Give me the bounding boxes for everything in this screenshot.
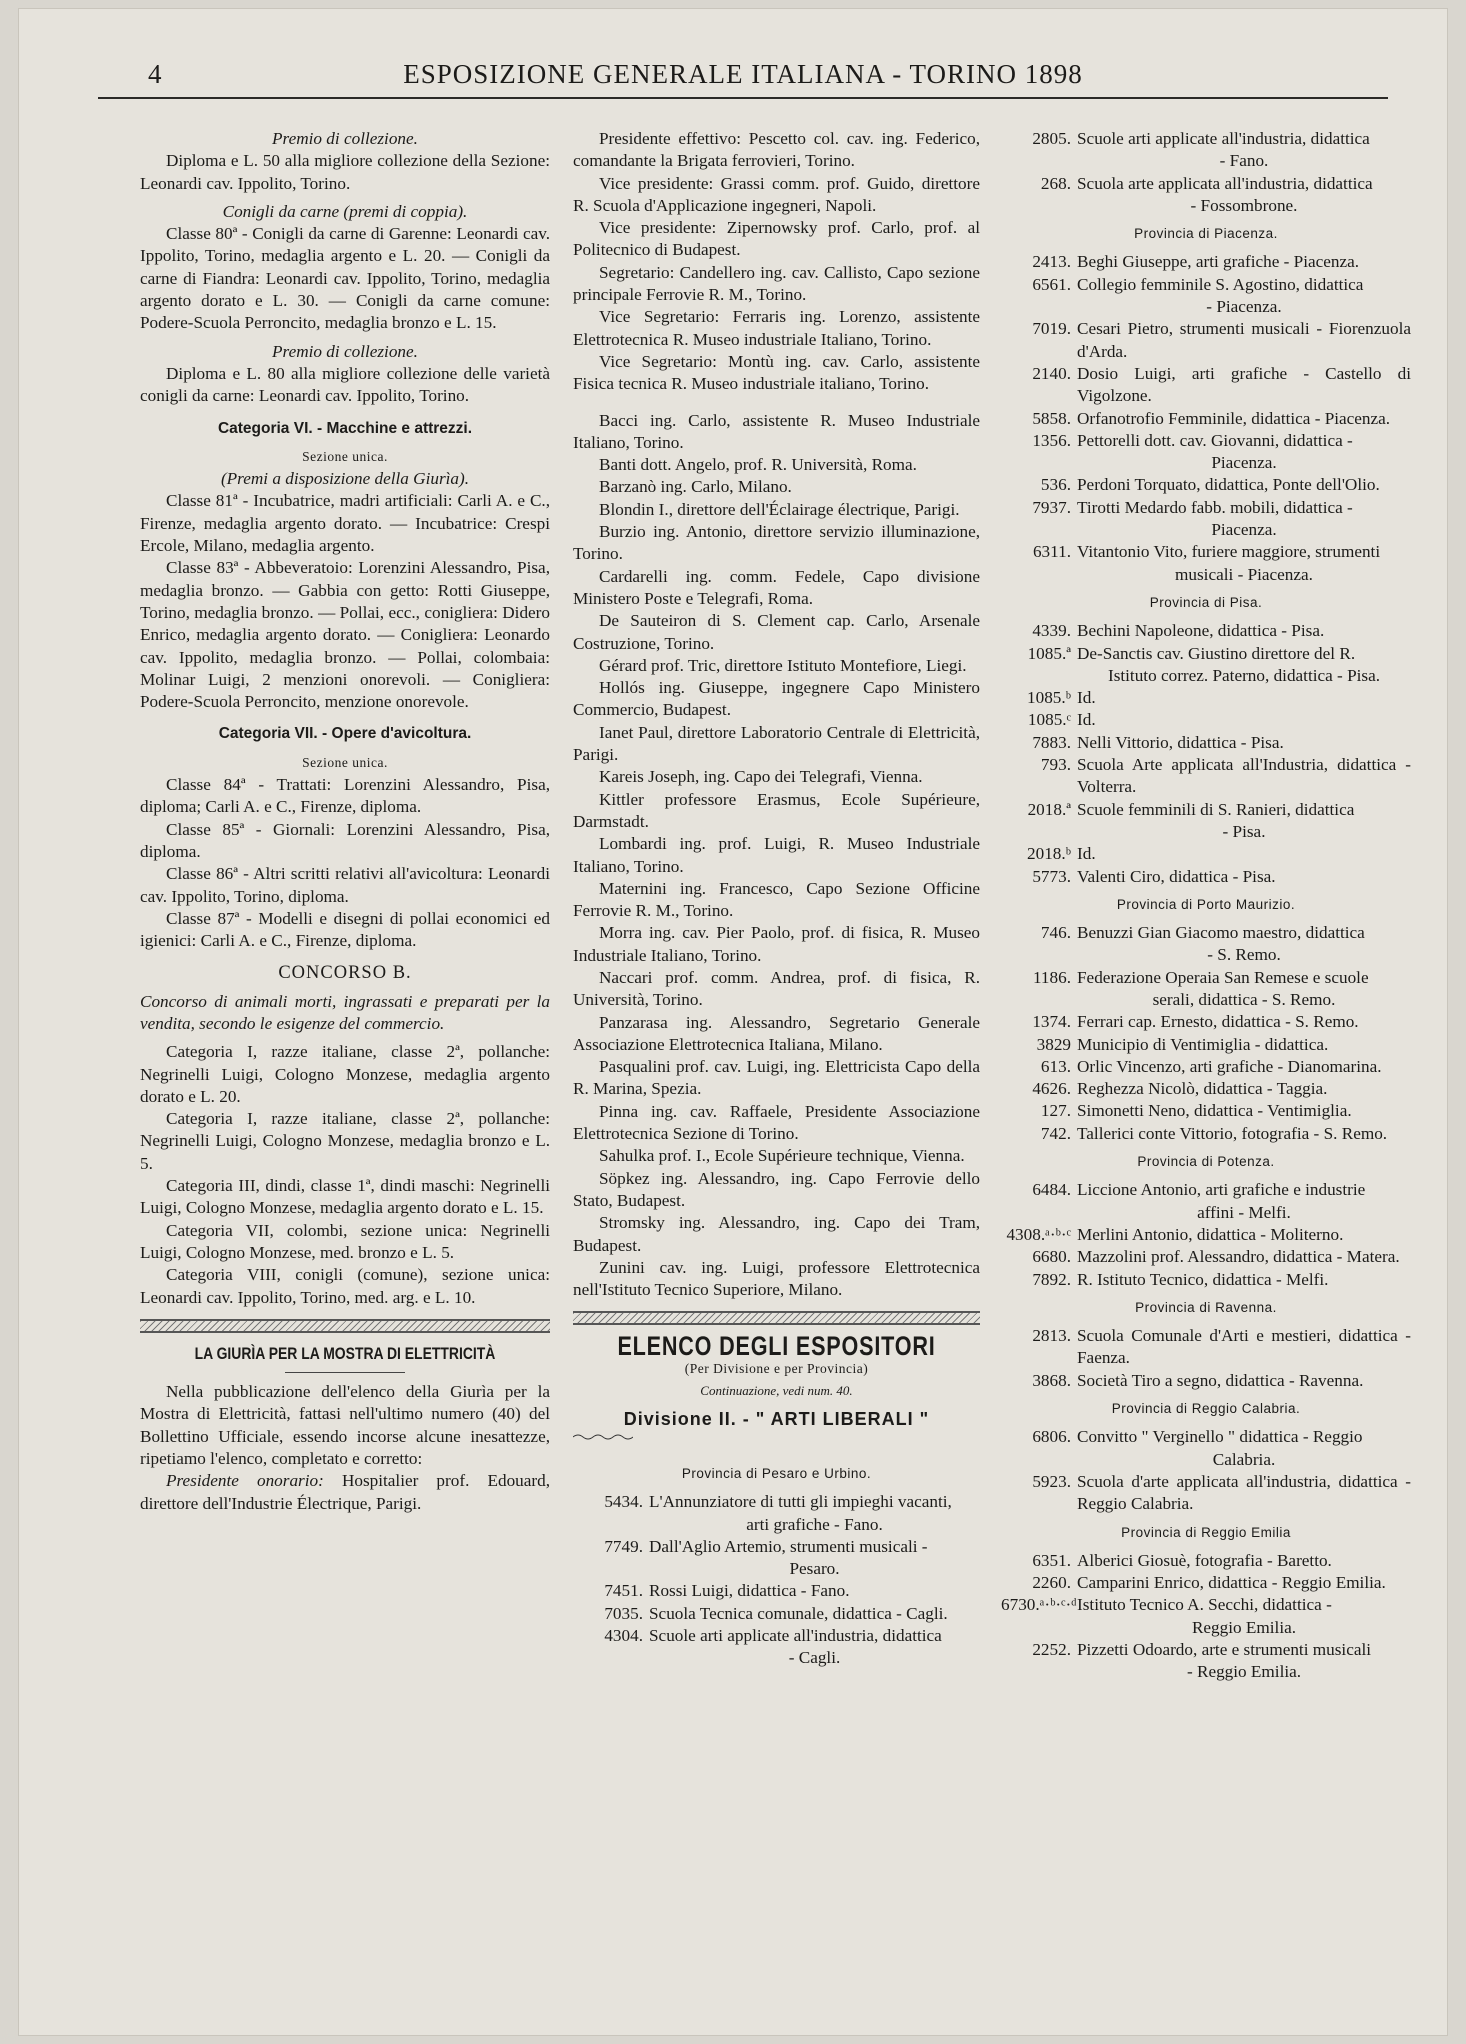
exhibitor-text <box>1077 1246 1411 1268</box>
exhibitor-line: Id. <box>1077 688 1096 708</box>
exhibitor-text <box>1077 1179 1411 1224</box>
exhibitor-line: Scuola arte applicata all'industria, didattica <box>1077 173 1373 193</box>
exhibitor-number: 1186. <box>1032 967 1071 987</box>
province-heading: Provincia di Pisa. <box>1149 594 1263 610</box>
exhibitor-line: De-Sanctis cav. Giustino direttore del R. <box>1077 643 1356 663</box>
paragraph: Categoria VII, colombi, sezione unica: Negrinelli Luigi, Cologno Monzese, med. bronzo e L. 5. <box>140 1220 550 1262</box>
exhibitor-number: 7937. <box>1032 497 1071 517</box>
exhibitor-entry <box>1001 1123 1411 1145</box>
exhibitor-line: Scuole arti applicate all'industria, didattica <box>649 1626 942 1645</box>
paragraph: Categoria I, razze italiane, classe 2ª, pollanche: Negrinelli Luigi, Cologno Monzese, medaglia argento dorato e L. 20. <box>140 1042 550 1106</box>
exhibitor-line: Scuola Arte applicata all'Industria, didattica - Volterra. <box>1077 755 1411 797</box>
exhibitor-entry <box>1001 1056 1411 1078</box>
exhibitor-line-continued: affini - Melfi. <box>1197 1202 1291 1222</box>
member-entry: Panzarasa ing. Alessandro, Segretario Generale Associazione Elettrotecnica Italiana, Milano. <box>573 1012 980 1054</box>
paragraph: Vice Segretario: Ferraris ing. Lorenzo, assistente Elettrotecnica R. Museo industriale Italiano, Torino. <box>573 307 980 349</box>
exhibitor-number: 5923. <box>1032 1471 1071 1491</box>
ornamental-divider <box>573 1311 980 1325</box>
exhibitor-line: Convitto " Verginello " didattica - Reggio <box>1077 1427 1363 1447</box>
exhibitor-text <box>1077 1550 1411 1572</box>
exhibitor-line: Società Tiro a segno, didattica - Ravenna. <box>1077 1370 1364 1390</box>
member-entry: Bacci ing. Carlo, assistente R. Museo Industriale Italiano, Torino. <box>573 410 980 452</box>
newspaper-page <box>18 8 1448 2036</box>
exhibitor-number: 1374. <box>1032 1012 1071 1032</box>
exhibitor-entry <box>573 1625 980 1670</box>
exhibitor-number: 7892. <box>1032 1269 1071 1289</box>
paragraph: Vice Segretario: Montù ing. cav. Carlo, assistente Fisica tecnica R. Museo industriale italiano, Torino. <box>573 351 980 394</box>
exhibitor-line: Orlic Vincenzo, arti grafiche - Dianomarina. <box>1077 1056 1382 1076</box>
exhibitor-line: Scuola Tecnica comunale, didattica - Cagli. <box>649 1603 948 1623</box>
member-entry: Gérard prof. Tric, direttore Istituto Montefiore, Liegi. <box>599 655 967 675</box>
exhibitor-text <box>649 1580 980 1602</box>
member-entry: Kittler professore Erasmus, Ecole Supérieure, Darmstadt. <box>573 789 980 831</box>
concorso-heading: CONCORSO B. <box>278 963 412 984</box>
exhibitor-list <box>1001 1179 1411 1290</box>
exhibitor-number: 4339. <box>1032 621 1071 641</box>
exhibitor-line-continued: arti grafiche - Fano. <box>746 1514 883 1534</box>
exhibitor-text <box>1077 430 1411 475</box>
member-entry: Söpkez ing. Alessandro, ing. Capo Ferrovie dello Stato, Budapest. <box>573 1168 980 1210</box>
subheading: Premio di collezione. <box>272 341 418 361</box>
continuation-note: Continuazione, vedi num. 40. <box>700 1383 853 1399</box>
exhibitor-line: Nelli Vittorio, didattica - Pisa. <box>1077 732 1284 752</box>
exhibitor-text <box>1077 687 1411 709</box>
exhibitor-entry <box>1001 173 1411 218</box>
exhibitor-line-continued: Calabria. <box>1212 1449 1276 1469</box>
exhibitor-line-continued: serali, didattica - S. Remo. <box>1152 989 1336 1009</box>
exhibitor-text <box>1077 363 1411 408</box>
exhibitor-line: Tallerici conte Vittorio, fotografia - S. Remo. <box>1077 1123 1388 1143</box>
ornamental-divider <box>140 1319 550 1333</box>
exhibitor-number: 6561. <box>1032 274 1071 294</box>
exhibitor-number: 1085.ᶜ <box>1027 710 1071 730</box>
exhibitor-text <box>649 1491 980 1536</box>
exhibitor-number: 4308.ᵃ·ᵇ·ᶜ <box>1006 1224 1071 1244</box>
exhibitor-line: Liccione Antonio, arti grafiche e industrie <box>1077 1180 1366 1200</box>
exhibitor-entry <box>1001 843 1411 865</box>
exhibitor-number: 7749. <box>604 1536 643 1556</box>
exhibitor-entry <box>1001 497 1411 542</box>
exhibitor-entry <box>1001 922 1411 967</box>
member-entry: Pinna ing. cav. Raffaele, Presidente Associazione Elettrotecnica Sezione di Torino. <box>573 1101 980 1144</box>
exhibitor-text <box>649 1625 980 1670</box>
exhibitor-line: Mazzolini prof. Alessandro, didattica - Matera. <box>1077 1247 1400 1267</box>
exhibitor-number: 2813. <box>1032 1326 1071 1346</box>
exhibitor-number: 742. <box>1040 1123 1071 1143</box>
exhibitor-line: Beghi Giuseppe, arti grafiche - Piacenza. <box>1077 252 1360 272</box>
exhibitor-entry <box>573 1491 980 1536</box>
running-title: ESPOSIZIONE GENERALE ITALIANA - TORINO 1898 <box>403 59 1083 89</box>
exhibitor-text <box>1077 1325 1411 1370</box>
concorso-description: Concorso di animali morti, ingrassati e preparati per la vendita, secondo le esigenze del commercio. <box>140 991 550 1033</box>
exhibitor-list <box>1001 922 1411 1145</box>
exhibitor-text <box>1077 128 1411 173</box>
wavy-ornament <box>573 1433 633 1441</box>
member-entry: Lombardi ing. prof. Luigi, R. Museo Industriale Italiano, Torino. <box>573 834 980 876</box>
province-heading: Provincia di Pesaro e Urbino. <box>681 1465 872 1481</box>
exhibitor-line: Federazione Operaia San Remese e scuole <box>1077 967 1369 987</box>
exhibitor-text <box>649 1603 980 1625</box>
exhibitor-text <box>1077 620 1411 642</box>
exhibitor-number: 3829 <box>1036 1034 1071 1054</box>
member-entry: Naccari prof. comm. Andrea, prof. di fisica, R. Università, Torino. <box>573 967 980 1010</box>
exhibitor-line: Perdoni Torquato, didattica, Ponte dell'Olio. <box>1077 475 1380 495</box>
exhibitor-line-continued: musicali - Piacenza. <box>1175 564 1313 584</box>
exhibitor-line: Simonetti Neno, didattica - Ventimiglia. <box>1077 1101 1352 1121</box>
exhibitor-line-continued: Pesaro. <box>789 1559 840 1579</box>
exhibitor-text <box>1077 922 1411 967</box>
paragraph: Presidente effettivo: Pescetto col. cav. ing. Federico, comandante la Brigata ferrovieri, Torino. <box>573 129 980 171</box>
exhibitor-number: 7019. <box>1032 319 1071 339</box>
member-entry: Barzanò ing. Carlo, Milano. <box>599 477 792 497</box>
exhibitor-entry <box>1001 754 1411 799</box>
exhibitor-text <box>1077 1100 1411 1122</box>
exhibitor-number: 6806. <box>1032 1427 1071 1447</box>
member-entry: Morra ing. cav. Pier Paolo, prof. di fisica, R. Museo Industriale Italiano, Torino. <box>573 923 980 965</box>
paragraph: Nella pubblicazione dell'elenco della Giurìa per la Mostra di Elettricità, fattasi nell'ultimo numero (40) del Bollettino Ufficiale, essendo incorse alcune inesattezze, ripetiamo l'elenco, completato e corretto: <box>140 1382 550 1469</box>
column-1 <box>140 128 550 1515</box>
exhibitor-entry <box>1001 1370 1411 1392</box>
exhibitor-line: Tirotti Medardo fabb. mobili, didattica - <box>1077 497 1353 517</box>
exhibitors-title: ELENCO DEGLI ESPOSITORI <box>617 1331 936 1362</box>
exhibitor-number: 7883. <box>1032 732 1071 752</box>
title-underline <box>285 1369 405 1373</box>
paragraph: Categoria I, razze italiane, classe 2ª, pollanche: Negrinelli Luigi, Cologno Monzese, medaglia bronzo e L. 5. <box>140 1109 550 1173</box>
exhibitor-line: Dosio Luigi, arti grafiche - Castello di Vigolzone. <box>1077 363 1411 406</box>
exhibitor-entry <box>1001 1011 1411 1033</box>
exhibitor-number: 2413. <box>1032 252 1071 272</box>
exhibitor-entry <box>1001 274 1411 319</box>
exhibitor-line-continued: - Piacenza. <box>1206 297 1282 317</box>
exhibitor-number: 6311. <box>1032 542 1071 562</box>
exhibitor-entry <box>1001 866 1411 888</box>
paragraph: Vice presidente: Grassi comm. prof. Guido, direttore R. Scuola d'Applicazione ingegneri, Napoli. <box>573 173 980 215</box>
article-title: LA GIURÌA PER LA MOSTRA DI ELETTRICITÀ <box>194 1343 496 1363</box>
exhibitor-line: Id. <box>1077 710 1096 730</box>
exhibitor-entry <box>1001 1224 1411 1246</box>
exhibitor-entry <box>1001 1034 1411 1056</box>
exhibitor-line: Alberici Giosuè, fotografia - Baretto. <box>1077 1550 1332 1570</box>
exhibitor-text <box>1077 1471 1411 1516</box>
exhibitor-text <box>1077 843 1411 865</box>
exhibitor-text <box>1077 1572 1411 1594</box>
exhibitor-line: Rossi Luigi, didattica - Fano. <box>649 1581 850 1601</box>
section-heading: Sezione unica. <box>302 754 388 770</box>
exhibitor-entry <box>1001 1426 1411 1471</box>
exhibitor-text <box>1077 173 1411 218</box>
exhibitor-number: 2140. <box>1032 363 1071 383</box>
category-heading: Categoria VII. - Opere d'avicoltura. <box>218 725 472 743</box>
exhibitor-text <box>1077 1123 1411 1145</box>
paragraph: Categoria VIII, conigli (comune), sezione unica: Leonardi cav. Ippolito, Torino, med. arg. e L. 10. <box>140 1265 550 1307</box>
exhibitor-text <box>1077 799 1411 844</box>
exhibitor-line-continued: - Cagli. <box>788 1648 841 1668</box>
exhibitor-entry <box>1001 967 1411 1012</box>
exhibitor-line: Municipio di Ventimiglia - didattica. <box>1077 1034 1329 1054</box>
exhibitor-list <box>1001 1426 1411 1515</box>
exhibitor-number: 1356. <box>1032 430 1071 450</box>
exhibitor-line: Pettorelli dott. cav. Giovanni, didattica - <box>1077 430 1353 450</box>
exhibitor-text <box>1077 474 1411 496</box>
member-entry: Ianet Paul, direttore Laboratorio Centrale di Elettricità, Parigi. <box>573 722 980 765</box>
exhibitor-line-continued: - Pisa. <box>1222 821 1266 841</box>
exhibitor-entry <box>1001 643 1411 688</box>
exhibitor-entry <box>1001 430 1411 475</box>
exhibitor-line: Collegio femminile S. Agostino, didattica <box>1077 274 1364 294</box>
exhibitor-line: Vitantonio Vito, furiere maggiore, strumenti <box>1077 542 1381 562</box>
exhibitor-list <box>1001 620 1411 888</box>
exhibitor-list <box>1001 128 1411 217</box>
exhibitor-number: 7451. <box>604 1581 643 1601</box>
exhibitor-entry <box>1001 687 1411 709</box>
exhibitor-number: 536. <box>1040 475 1071 495</box>
province-heading: Provincia di Ravenna. <box>1135 1299 1277 1315</box>
paragraph: Classe 83ª - Abbeveratoio: Lorenzini Alessandro, Pisa, medaglia bronzo. — Gabbia con getto: Rotti Giuseppe, Torino, medaglia bronzo. — Pollai, ecc., conigliera: Didero Enrico, medaglia argento dorato. — Conigliera: Leonardo cav. Ippolito, medaglia bronzo. — Pollai, colombaia: Molinar Luigi, 2 menzioni onorevoli. — Conigliera: Podere-Scuola Perroncito, menzione onorevole. <box>140 558 550 712</box>
exhibitor-entry <box>1001 363 1411 408</box>
paragraph: Categoria III, dindi, classe 1ª, dindi maschi: Negrinelli Luigi, Cologno Monzese, medaglia argento dorato e L. 15. <box>140 1176 550 1218</box>
exhibitor-line: Scuole arti applicate all'industria, didattica <box>1077 129 1370 148</box>
exhibitor-entry <box>1001 1078 1411 1100</box>
exhibitor-text <box>1077 1639 1411 1684</box>
exhibitor-entry <box>1001 474 1411 496</box>
exhibitor-entry <box>573 1580 980 1602</box>
exhibitor-text <box>1077 274 1411 319</box>
exhibitor-text <box>1077 408 1411 430</box>
exhibitor-number: 6484. <box>1032 1180 1071 1200</box>
exhibitor-line: L'Annunziatore di tutti gli impieghi vacanti, <box>649 1492 952 1512</box>
exhibitor-entry <box>1001 732 1411 754</box>
paragraph: Diploma e L. 80 alla migliore collezione delle varietà conigli da carne: Leonardi cav. Ippolito, Torino. <box>140 363 550 406</box>
paragraph <box>140 1470 550 1515</box>
exhibitor-line: Id. <box>1077 844 1096 864</box>
exhibitor-line: Scuola d'arte applicata all'industria, didattica - Reggio Calabria. <box>1077 1471 1411 1514</box>
exhibitor-entry <box>1001 541 1411 586</box>
exhibitor-line: Valenti Ciro, didattica - Pisa. <box>1077 866 1276 886</box>
province-heading: Provincia di Potenza. <box>1137 1154 1275 1170</box>
paragraph: Classe 87ª - Modelli e disegni di pollai economici ed igienici: Carli A. e C., Firenze, diploma. <box>140 908 550 951</box>
exhibitor-entry <box>1001 1179 1411 1224</box>
exhibitor-number: 3868. <box>1032 1370 1071 1390</box>
column-2 <box>573 128 980 1670</box>
member-entry: Banti dott. Angelo, prof. R. Università, Roma. <box>599 455 917 475</box>
exhibitor-text <box>1077 1056 1411 1078</box>
exhibitor-entry <box>573 1536 980 1581</box>
exhibitor-line: Orfanotrofio Femminile, didattica - Piacenza. <box>1077 408 1391 428</box>
exhibitor-line-continued: Piacenza. <box>1211 520 1277 540</box>
exhibitor-number: 1085.ª <box>1027 643 1071 663</box>
exhibitor-number: 746. <box>1040 923 1071 943</box>
exhibitor-number: 6351. <box>1032 1550 1071 1570</box>
exhibitor-entry <box>1001 799 1411 844</box>
exhibitor-number: 4626. <box>1032 1079 1071 1099</box>
exhibitor-number: 5773. <box>1032 866 1071 886</box>
exhibitor-line: Cesari Pietro, strumenti musicali - Fiorenzuola d'Arda. <box>1077 319 1411 361</box>
exhibitor-text <box>1077 1011 1411 1033</box>
exhibitor-entry <box>1001 251 1411 273</box>
exhibitor-text <box>649 1536 980 1581</box>
exhibitor-line-continued: Piacenza. <box>1211 453 1277 473</box>
exhibitor-line-continued: Istituto correz. Paterno, didattica - Pisa. <box>1107 665 1381 685</box>
exhibitor-number: 5858. <box>1032 408 1071 428</box>
exhibitor-text <box>1077 1078 1411 1100</box>
exhibitor-line: Camparini Enrico, didattica - Reggio Emilia. <box>1077 1573 1386 1593</box>
member-entry: Stromsky ing. Alessandro, ing. Capo dei Tram, Budapest. <box>573 1213 980 1255</box>
exhibitor-text <box>1077 967 1411 1012</box>
exhibitor-entry <box>1001 620 1411 642</box>
subheading: Premio di collezione. <box>272 129 418 148</box>
province-heading: Provincia di Reggio Emilia <box>1121 1524 1291 1540</box>
exhibitor-text <box>1077 643 1411 688</box>
exhibitor-line-continued: - Fano. <box>1219 151 1269 171</box>
paragraph: Diploma e L. 50 alla migliore collezione della Sezione: Leonardi cav. Ippolito, Torino. <box>140 151 550 193</box>
exhibitor-line: Merlini Antonio, didattica - Moliterno. <box>1077 1224 1344 1244</box>
role-label: Presidente onorario: <box>166 1471 324 1491</box>
exhibitor-line: Istituto Tecnico A. Secchi, didattica - <box>1077 1595 1332 1615</box>
role-holder: Hospitalier prof. Edouard, direttore dell'Industrie Électrique, Parigi. <box>140 1471 551 1513</box>
exhibitor-line: Scuole femminili di S. Ranieri, didattica <box>1077 799 1355 819</box>
member-entry: Hollós ing. Giuseppe, ingegnere Capo Ministero Commercio, Budapest. <box>573 678 980 720</box>
exhibitor-text <box>1077 251 1411 273</box>
paragraph: Classe 81ª - Incubatrice, madri artificiali: Carli A. e C., Firenze, medaglia argento dorato. — Incubatrice: Crespi Ercole, Milano, medaglia argento. <box>140 491 550 556</box>
paragraph: Classe 85ª - Giornali: Lorenzini Alessandro, Pisa, diploma. <box>140 819 550 861</box>
exhibitor-number: 6680. <box>1032 1247 1071 1267</box>
exhibitor-text <box>1077 866 1411 888</box>
exhibitor-number: 1085.ᵇ <box>1027 688 1071 708</box>
exhibitor-text <box>1077 709 1411 731</box>
exhibitor-line: R. Istituto Tecnico, didattica - Melfi. <box>1077 1269 1329 1289</box>
member-entry: Maternini ing. Francesco, Capo Sezione Officine Ferrovie R. M., Torino. <box>573 878 980 921</box>
exhibitor-text <box>1077 497 1411 542</box>
exhibitor-text <box>1077 1224 1411 1246</box>
paragraph: Classe 84ª - Trattati: Lorenzini Alessandro, Pisa, diploma; Carli A. e C., Firenze, diploma. <box>140 775 550 817</box>
exhibitor-number: 2805. <box>1032 129 1071 148</box>
exhibitor-number: 2252. <box>1032 1640 1071 1659</box>
member-entry: Pasqualini prof. cav. Luigi, ing. Elettricista Capo della R. Marina, Spezia. <box>573 1057 980 1099</box>
category-heading: Categoria VI. - Macchine e attrezzi. <box>217 419 473 437</box>
exhibitor-number: 2260. <box>1032 1573 1071 1593</box>
exhibitor-line-continued: - S. Remo. <box>1207 945 1281 965</box>
exhibitor-text <box>1077 541 1411 586</box>
exhibitor-list <box>573 1491 980 1669</box>
province-heading: Provincia di Piacenza. <box>1134 226 1278 242</box>
exhibitor-line: Bechini Napoleone, didattica - Pisa. <box>1077 621 1325 641</box>
exhibitor-entry <box>1001 318 1411 363</box>
exhibitor-text <box>1077 1269 1411 1291</box>
exhibitor-text <box>1077 318 1411 363</box>
exhibitor-text <box>1077 732 1411 754</box>
exhibitor-line: Pizzetti Odoardo, arte e strumenti musicali <box>1077 1640 1372 1659</box>
province-heading: Provincia di Porto Maurizio. <box>1116 896 1296 912</box>
paragraph: Classe 86ª - Altri scritti relativi all'avicoltura: Leonardi cav. Ippolito, Torino, diploma. <box>140 864 550 906</box>
exhibitor-line-continued: - Reggio Emilia. <box>1186 1662 1302 1682</box>
exhibitor-entry <box>1001 1325 1411 1370</box>
exhibitor-line: Benuzzi Gian Giacomo maestro, didattica <box>1077 923 1365 943</box>
exhibitor-line: Ferrari cap. Ernesto, didattica - S. Remo. <box>1077 1012 1359 1032</box>
exhibitor-number: 5434. <box>604 1492 643 1512</box>
division-heading: Divisione II. - " ARTI LIBERALI " <box>623 1409 930 1430</box>
member-entry: Burzio ing. Antonio, direttore servizio illuminazione, Torino. <box>573 522 980 564</box>
exhibitor-list <box>1001 1325 1411 1392</box>
exhibitor-number: 127. <box>1040 1101 1071 1121</box>
exhibitor-list <box>1001 251 1411 585</box>
exhibitor-number: 2018.ᵇ <box>1027 844 1071 864</box>
exhibitor-line: Dall'Aglio Artemio, strumenti musicali - <box>649 1536 928 1556</box>
page-header <box>98 53 1388 99</box>
column-3 <box>1001 128 1411 1684</box>
exhibitor-number: 268. <box>1040 173 1071 193</box>
member-entry: Blondin I., direttore dell'Éclairage électrique, Parigi. <box>599 499 960 519</box>
member-entry: Sahulka prof. I., Ecole Supérieure technique, Vienna. <box>599 1146 965 1166</box>
exhibitor-entry <box>573 1603 980 1625</box>
note: (Premi a disposizione della Giurìa). <box>220 469 470 489</box>
exhibitor-text <box>1077 1594 1411 1639</box>
page-number: 4 <box>148 59 162 89</box>
member-entry: Cardarelli ing. comm. Fedele, Capo divisione Ministero Poste e Telegrafi, Roma. <box>573 566 980 608</box>
exhibitor-list <box>1001 1550 1411 1684</box>
exhibitor-number: 7035. <box>604 1603 643 1623</box>
exhibitor-entry <box>1001 1471 1411 1516</box>
exhibitor-number: 4304. <box>604 1626 643 1645</box>
exhibitor-entry <box>1001 408 1411 430</box>
paragraph: Classe 80ª - Conigli da carne di Garenne: Leonardi cav. Ippolito, Torino, medaglia argento e L. 20. — Conigli da carne di Fiandra: Leonardi cav. Ippolito, Torino, medaglia argento dorato e L. 30. — Conigli da carne comune: Podere-Scuola Perroncito, medaglia bronzo e L. 15. <box>140 224 550 333</box>
exhibitor-line: Scuola Comunale d'Arti e mestieri, didattica - Faenza. <box>1077 1326 1411 1368</box>
exhibitors-subtitle: (Per Divisione e per Provincia) <box>684 1360 869 1376</box>
exhibitor-text <box>1077 1426 1411 1471</box>
exhibitor-entry <box>1001 1572 1411 1594</box>
exhibitor-number: 613. <box>1040 1056 1071 1076</box>
exhibitor-line-continued: Reggio Emilia. <box>1191 1617 1297 1637</box>
paragraph: Segretario: Candellero ing. cav. Callisto, Capo sezione principale Ferrovie R. M., Torino. <box>573 262 980 305</box>
exhibitor-number: 793. <box>1040 755 1071 775</box>
exhibitor-entry <box>1001 128 1411 173</box>
subheading: Conigli da carne (premi di coppia). <box>222 201 468 221</box>
exhibitor-entry <box>1001 1269 1411 1291</box>
exhibitor-entry <box>1001 1639 1411 1684</box>
exhibitor-number: 2018.ª <box>1027 799 1071 819</box>
exhibitor-text <box>1077 754 1411 799</box>
paragraph: Vice presidente: Zipernowsky prof. Carlo, prof. al Politecnico di Budapest. <box>573 218 980 260</box>
exhibitor-entry <box>1001 1100 1411 1122</box>
member-entry: Kareis Joseph, ing. Capo dei Telegrafi, Vienna. <box>599 767 923 787</box>
exhibitor-entry <box>1001 1246 1411 1268</box>
exhibitor-entry <box>1001 709 1411 731</box>
exhibitor-line: Reghezza Nicolò, didattica - Taggia. <box>1077 1079 1328 1099</box>
member-entry: Zunini cav. ing. Luigi, professore Elettrotecnica nell'Istituto Tecnico Superiore, Milano. <box>573 1257 980 1300</box>
province-heading: Provincia di Reggio Calabria. <box>1111 1401 1301 1417</box>
exhibitor-entry <box>1001 1594 1411 1639</box>
exhibitor-line-continued: - Fossombrone. <box>1190 195 1298 215</box>
section-heading: Sezione unica. <box>302 448 388 464</box>
exhibitor-number: 6730.ᵃ·ᵇ·ᶜ·ᵈ <box>1001 1595 1077 1615</box>
exhibitor-text <box>1077 1370 1411 1392</box>
exhibitor-entry <box>1001 1550 1411 1572</box>
exhibitor-text <box>1077 1034 1411 1056</box>
member-entry: De Sauteiron di S. Clement cap. Carlo, Arsenale Costruzione, Torino. <box>573 611 980 653</box>
